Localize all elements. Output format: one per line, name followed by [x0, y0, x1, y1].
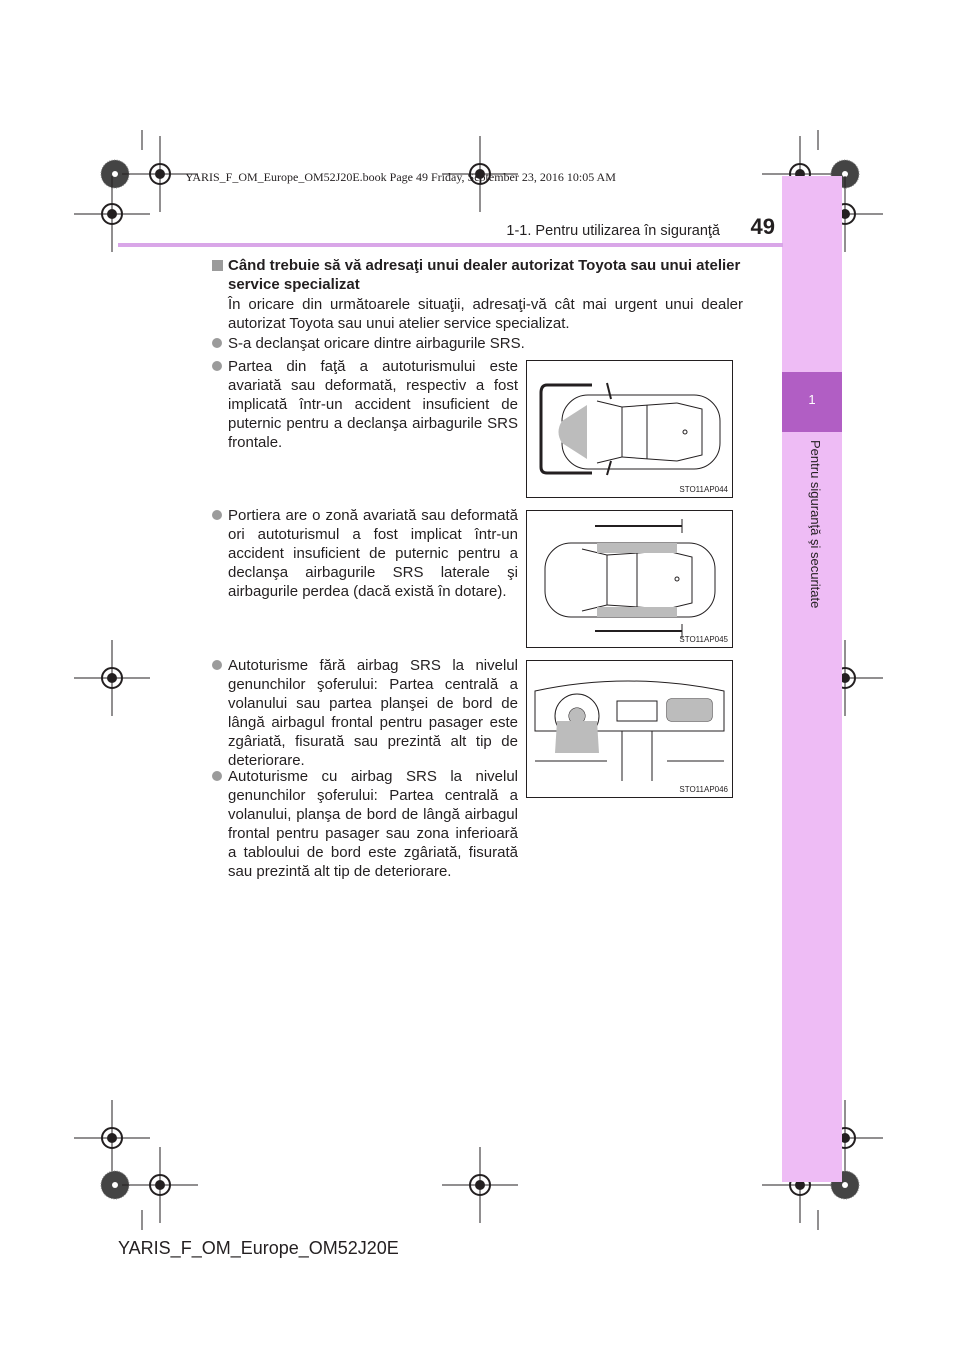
bullet-dot-icon [212, 361, 222, 371]
bullet-dot-icon [212, 771, 222, 781]
figure-front-damage [526, 360, 733, 498]
list-item-text: Partea din faţă a autoturismului este avariată sau deformată, respectiv a fost implicată într-un accident insuficient de puternic pentru a declanşa airbagurile SRS frontale. [228, 358, 518, 451]
header-rule [118, 243, 783, 247]
figure-label: STO11AP044 [679, 485, 728, 494]
list-item-text: Autoturisme cu airbag SRS la nivelul genunchilor şoferului: Partea centrală a volanului, planşa de bord de lângă airbagul frontal pentru pasager sau zona inferioară a tabloului de bord este zgâriată, fisurată sau prezintă alt tip de deteriorare. [228, 768, 518, 880]
dashboard-icon [527, 661, 732, 797]
list-item-text: Portiera are o zonă avariată sau deformată ori autoturismul a fost implicat într-un accident insuficient de puternic pentru a declanşa airbagurile SRS laterale şi airbagurile perdea (dacă există în dotare). [228, 507, 518, 600]
intro-paragraph: În oricare din următoarele situaţii, adresaţi-vă cât mai urgent unui dealer autorizat Toyota sau unui atelier service specializat. [228, 296, 743, 332]
running-head: 1-1. Pentru utilizarea în siguranţă [506, 223, 720, 239]
chapter-number: 1 [808, 392, 816, 407]
page-number: 49 [750, 214, 775, 239]
car-top-view-icon [527, 361, 732, 497]
car-side-damage-icon [527, 511, 732, 647]
list-item-text: Autoturisme fără airbag SRS la nivelul genunchilor şoferului: Partea centrală a volanului sau partea planşei de bord de lângă airbagul frontal pentru pasager este zgâriată, fisurată sau prezintă alt tip de deteriorare. [228, 657, 518, 769]
section-heading-text: Când trebuie să vă adresaţi unui dealer autorizat Toyota sau unui atelier service specializat [228, 257, 741, 293]
bullet-dot-icon [212, 338, 222, 348]
bullet-dot-icon [212, 510, 222, 520]
list-item-text: S-a declanşat oricare dintre airbagurile SRS. [228, 335, 525, 352]
bullet-dot-icon [212, 660, 222, 670]
list-item [228, 506, 518, 601]
figure-label: STO11AP045 [679, 635, 728, 644]
figure-label: STO11AP046 [679, 785, 728, 794]
square-bullet-icon [212, 260, 223, 271]
footer-doc-id: YARIS_F_OM_Europe_OM52J20E [118, 1238, 399, 1258]
list-item [228, 334, 743, 353]
list-item [228, 357, 518, 452]
book-info: YARIS_F_OM_Europe_OM52J20E.book Page 49 Friday, September 23, 2016 10:05 AM [185, 170, 616, 184]
figure-dashboard [526, 660, 733, 798]
figure-side-damage [526, 510, 733, 648]
list-item [228, 767, 518, 881]
chapter-title: Pentru siguranţă şi securitate [808, 440, 823, 609]
section-heading [212, 256, 752, 294]
list-item [228, 656, 518, 770]
